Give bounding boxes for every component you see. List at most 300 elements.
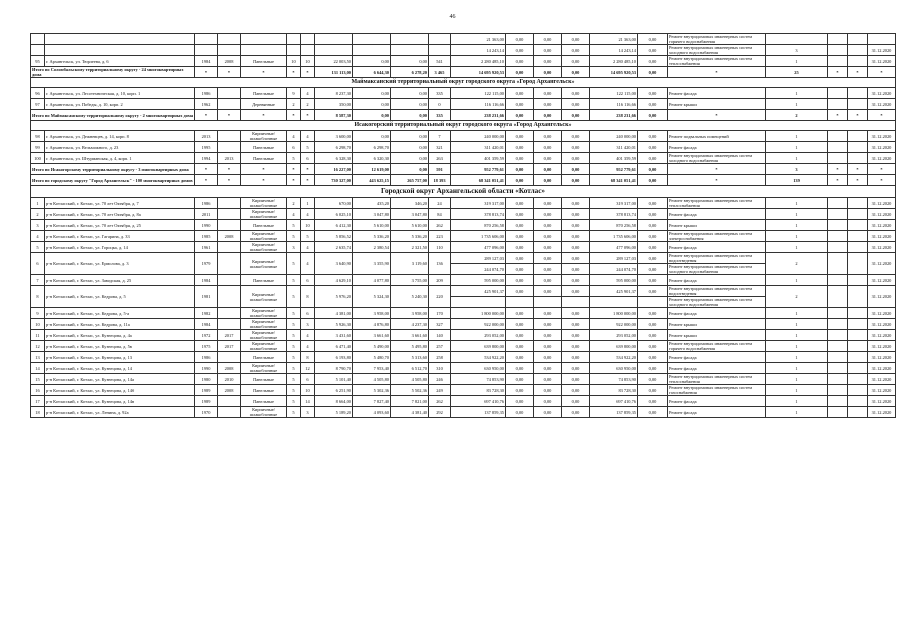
- row-number-cell: 1: [31, 198, 45, 209]
- row-number-cell: 6: [31, 253, 45, 275]
- total-placeholder-cell: *: [828, 175, 848, 186]
- entrances-cell: 6: [301, 308, 315, 319]
- address-cell: р-н Котласский, г. Котлас, ул. 70 лет Октября, д. 25: [45, 220, 195, 231]
- table-row: [31, 286, 896, 297]
- fund-cell: 0,00: [506, 45, 534, 56]
- row-number-cell: 11: [31, 330, 45, 341]
- address-cell: р-н Котласский, г. Котлас, ул. Кузнецова, д. 5в: [45, 341, 195, 352]
- year-repair-cell: [218, 286, 241, 308]
- empty-cell: [828, 286, 848, 308]
- year-built-cell: 1981: [195, 286, 218, 308]
- residents-cell: 0: [429, 99, 451, 110]
- count-cell: 1: [766, 99, 828, 110]
- year-repair-cell: [218, 396, 241, 407]
- floors-cell: 4: [287, 131, 301, 142]
- table-row: [31, 352, 896, 363]
- table-row: [31, 330, 896, 341]
- fund-cell: 0,00: [562, 253, 590, 264]
- cost-cell: 122 115,00: [451, 88, 506, 99]
- fund-cell: 0,00: [506, 209, 534, 220]
- fund-cell: 0,00: [506, 198, 534, 209]
- row-number-cell: 97: [31, 99, 45, 110]
- address-cell: р-н Котласский, г. Котлас, ул. Гагарина, д. 33: [45, 231, 195, 242]
- empty-cell: [848, 319, 868, 330]
- empty-cell: [848, 231, 868, 242]
- table-row: [31, 220, 896, 231]
- year-built-cell: 1975: [195, 341, 218, 352]
- fund-cell: 0,00: [562, 175, 590, 186]
- work-type-cell: Ремонт внутридомовых инженерных систем электроснабжения: [668, 231, 766, 242]
- entrances-cell: 3: [301, 407, 315, 418]
- table-row: [31, 34, 896, 45]
- area-living-cell: 0,00: [391, 110, 429, 121]
- year-repair-cell: [218, 242, 241, 253]
- year-built-cell: 1986: [195, 198, 218, 209]
- table-row: [31, 110, 896, 121]
- work-type-cell: Ремонт фасада: [668, 396, 766, 407]
- total-area-cell: 6 298,70: [315, 142, 353, 153]
- specific-cost-cell: 0,00: [638, 264, 668, 275]
- cost-cell: 319 317,00: [451, 198, 506, 209]
- table-row: [31, 67, 896, 78]
- fund-cell: 0,00: [506, 242, 534, 253]
- area-cell: [353, 45, 391, 56]
- fund-cell: 0,00: [506, 374, 534, 385]
- work-type-cell: Ремонт внутридомовых инженерных систем теплоснабжения: [668, 198, 766, 209]
- specific-cost-cell: 0,00: [638, 374, 668, 385]
- area-cell: 0,00: [353, 110, 391, 121]
- residents-cell: 263: [429, 153, 451, 164]
- row-number-cell: 13: [31, 352, 45, 363]
- area-cell: 3 047,80: [353, 209, 391, 220]
- cost-cell: 952 779,61: [451, 164, 506, 175]
- year-repair-cell: 2008: [218, 56, 241, 67]
- work-type-cell: Ремонт внутридомовых инженерных систем водоотведения: [668, 286, 766, 297]
- owners-funds-cell: 922 000,00: [590, 319, 638, 330]
- residents-cell: 110: [429, 242, 451, 253]
- owners-funds-cell: 401 359,59: [590, 153, 638, 164]
- residents-cell: 18 393: [429, 175, 451, 186]
- fund-cell: 0,00: [506, 330, 534, 341]
- owners-funds-cell: 137 859,35: [590, 407, 638, 418]
- empty-cell: [828, 231, 848, 242]
- specific-cost-cell: 0,00: [638, 99, 668, 110]
- work-type-cell: Ремонт фасада: [668, 275, 766, 286]
- total-area-cell: 8 237,30: [315, 88, 353, 99]
- empty-cell: [848, 34, 868, 45]
- table-row: [31, 164, 896, 175]
- count-cell: 1: [766, 374, 828, 385]
- floors-cell: 5: [287, 231, 301, 242]
- owners-funds-cell: 952 779,61: [590, 164, 638, 175]
- year-built-cell: 1961: [195, 242, 218, 253]
- area-living-cell: 0,00: [391, 153, 429, 164]
- area-cell: 5 336,20: [353, 231, 391, 242]
- table-row: [31, 45, 896, 56]
- wall-material-cell: [241, 34, 287, 45]
- specific-cost-cell: 0,00: [638, 275, 668, 286]
- fund-cell: [534, 297, 562, 308]
- count-cell: 1: [766, 242, 828, 253]
- total-placeholder-cell: *: [848, 164, 868, 175]
- empty-cell: [848, 341, 868, 352]
- table-row: [31, 209, 896, 220]
- owners-funds-cell: 21 363,00: [590, 34, 638, 45]
- empty-cell: [828, 363, 848, 374]
- fund-cell: 0,00: [506, 67, 534, 78]
- fund-cell: 0,00: [562, 164, 590, 175]
- table-row: [31, 121, 896, 131]
- address-cell: р-н Котласский, г. Котлас, ул. Кедрова, д. 5-а: [45, 308, 195, 319]
- fund-cell: 0,00: [506, 110, 534, 121]
- row-number-cell: 10: [31, 319, 45, 330]
- year-repair-cell: 2008: [218, 363, 241, 374]
- empty-cell: [828, 131, 848, 142]
- address-cell: р-н Котласский, г. Котлас, ул. Кузнецова, д. 14а: [45, 374, 195, 385]
- specific-cost-cell: 0,00: [638, 175, 668, 186]
- specific-cost-cell: 0,00: [638, 253, 668, 264]
- wall-material-cell: [241, 45, 287, 56]
- fund-cell: 0,00: [506, 407, 534, 418]
- specific-cost-cell: 0,00: [638, 88, 668, 99]
- residents-cell: 335: [429, 110, 451, 121]
- count-cell: 1: [766, 88, 828, 99]
- total-placeholder-cell: *: [668, 175, 766, 186]
- table-row: [31, 131, 896, 142]
- specific-cost-cell: 0,00: [638, 45, 668, 56]
- table-row: [31, 253, 896, 264]
- count-cell: 1: [766, 198, 828, 209]
- count-cell: 2: [766, 110, 828, 121]
- deadline-cell: 31.12.2020: [868, 153, 896, 164]
- wall-material-cell: Панельные: [241, 275, 287, 286]
- empty-cell: [828, 56, 848, 67]
- work-type-cell: Ремонт внутридомовых инженерных систем теплоснабжения: [668, 56, 766, 67]
- row-number-cell: 98: [31, 131, 45, 142]
- cost-cell: 697 410,76: [451, 396, 506, 407]
- owners-funds-cell: 1 800 000,00: [590, 308, 638, 319]
- count-cell: 1: [766, 330, 828, 341]
- table-row: [31, 175, 896, 186]
- area-living-cell: 0,00: [391, 131, 429, 142]
- specific-cost-cell: 0,00: [638, 407, 668, 418]
- entrances-cell: 2: [301, 99, 315, 110]
- area-cell: 5 490,00: [353, 341, 391, 352]
- entrances-cell: [301, 34, 315, 45]
- residents-cell: 321: [429, 142, 451, 153]
- year-built-cell: 1962: [195, 99, 218, 110]
- cost-cell: 639 800,00: [451, 341, 506, 352]
- area-cell: 4 876,80: [353, 319, 391, 330]
- empty-cell: [848, 385, 868, 396]
- area-cell: 0,00: [353, 88, 391, 99]
- fund-cell: 0,00: [562, 407, 590, 418]
- year-repair-cell: 2008: [218, 385, 241, 396]
- empty-cell: [828, 374, 848, 385]
- empty-cell: [848, 396, 868, 407]
- table-row: [31, 363, 896, 374]
- entrances-cell: 10: [301, 220, 315, 231]
- wall-material-cell: Кирпичные/шлакоблочные: [241, 231, 287, 242]
- total-label-cell: Итого по Соломбальскому территориальному округу - 24 многоквартирных дома: [31, 67, 195, 78]
- year-repair-cell: [218, 407, 241, 418]
- count-cell: 25: [766, 67, 828, 78]
- area-cell: 6 298,70: [353, 142, 391, 153]
- fund-cell: 0,00: [506, 56, 534, 67]
- cost-cell: 534 922,20: [451, 352, 506, 363]
- fund-cell: 0,00: [534, 407, 562, 418]
- cost-cell: 922 000,00: [451, 319, 506, 330]
- year-built-cell: 1982: [195, 308, 218, 319]
- fund-cell: 0,00: [534, 34, 562, 45]
- area-cell: 0,00: [353, 56, 391, 67]
- row-number-cell: 5: [31, 242, 45, 253]
- entrances-cell: 8: [301, 286, 315, 308]
- area-living-cell: 6 278,20: [391, 67, 429, 78]
- empty-cell: [848, 88, 868, 99]
- area-cell: 5 480,70: [353, 352, 391, 363]
- count-cell: 1: [766, 363, 828, 374]
- empty-cell: [848, 131, 868, 142]
- fund-cell: 0,00: [534, 231, 562, 242]
- specific-cost-cell: 0,00: [638, 198, 668, 209]
- row-number-cell: 9: [31, 308, 45, 319]
- specific-cost-cell: 0,00: [638, 385, 668, 396]
- owners-funds-cell: [590, 297, 638, 308]
- count-cell: 1: [766, 231, 828, 242]
- fund-cell: 0,00: [562, 385, 590, 396]
- year-repair-cell: 2010: [218, 374, 241, 385]
- fund-cell: 0,00: [506, 34, 534, 45]
- specific-cost-cell: 0,00: [638, 220, 668, 231]
- floors-cell: 5: [287, 341, 301, 352]
- cost-cell: 378 813,74: [451, 209, 506, 220]
- owners-funds-cell: 240 000,00: [590, 131, 638, 142]
- area-living-cell: 6 512,70: [391, 363, 429, 374]
- count-cell: 1: [766, 142, 828, 153]
- floors-cell: 5: [287, 286, 301, 308]
- count-cell: 1: [766, 341, 828, 352]
- fund-cell: 0,00: [534, 153, 562, 164]
- fund-cell: 0,00: [562, 56, 590, 67]
- deadline-cell: 31.12.2020: [868, 396, 896, 407]
- floors-cell: 5: [287, 319, 301, 330]
- empty-cell: [828, 198, 848, 209]
- residents-cell: 3 465: [429, 67, 451, 78]
- specific-cost-cell: 0,00: [638, 34, 668, 45]
- address-cell: р-н Котласский, г. Котлас, ул. Кузнецова, д. 14: [45, 363, 195, 374]
- page-number: 46: [449, 14, 456, 20]
- year-built-cell: 1986: [195, 88, 218, 99]
- owners-funds-cell: 378 813,74: [590, 209, 638, 220]
- work-type-cell: Ремонт фасада: [668, 142, 766, 153]
- fund-cell: 0,00: [534, 319, 562, 330]
- cost-cell: [451, 297, 506, 308]
- wall-material-cell: Кирпичные/шлакоблочные: [241, 341, 287, 352]
- floors-cell: 5: [287, 374, 301, 385]
- address-cell: р-н Котласский, г. Котлас, ул. 70 лет Октября, д. 8а: [45, 209, 195, 220]
- specific-cost-cell: 0,00: [638, 363, 668, 374]
- total-placeholder-cell: *: [848, 110, 868, 121]
- total-area-cell: 3 431,60: [315, 330, 353, 341]
- deadline-cell: 31.12.2020: [868, 142, 896, 153]
- year-built-cell: 1994: [195, 153, 218, 164]
- owners-funds-cell: 68 341 051,41: [590, 175, 638, 186]
- empty-cell: [828, 319, 848, 330]
- total-placeholder-cell: *: [241, 164, 287, 175]
- empty-cell: [828, 153, 848, 164]
- fund-cell: 0,00: [562, 308, 590, 319]
- total-placeholder-cell: *: [195, 164, 218, 175]
- year-built-cell: 2013: [195, 131, 218, 142]
- total-area-cell: 6 025,10: [315, 209, 353, 220]
- row-number-cell: 99: [31, 142, 45, 153]
- address-cell: г. Архангельск, ул. Дежневцев, д. 14, корп. 8: [45, 131, 195, 142]
- address-cell: г. Архангельск, ул. Лесотехническая, д. 10, корп. 1: [45, 88, 195, 99]
- table-row: [31, 242, 896, 253]
- owners-funds-cell: 630 950,00: [590, 363, 638, 374]
- row-number-cell: 100: [31, 153, 45, 164]
- deadline-cell: 31.12.2020: [868, 352, 896, 363]
- cost-cell: 1 800 000,00: [451, 308, 506, 319]
- row-number-cell: [31, 45, 45, 56]
- row-number-cell: 3: [31, 220, 45, 231]
- section-heading: Исакогорский территориальный округ городского округа «Город Архангельск»: [31, 121, 896, 131]
- total-placeholder-cell: *: [287, 110, 301, 121]
- empty-cell: [848, 352, 868, 363]
- year-repair-cell: [218, 220, 241, 231]
- floors-cell: 5: [287, 253, 301, 275]
- total-label-cell: Итого по городскому округу "Город Архангельск" - 100 многоквартирных домов: [31, 175, 195, 186]
- count-cell: 1: [766, 396, 828, 407]
- work-type-cell: Ремонт крыши: [668, 330, 766, 341]
- fund-cell: 0,00: [562, 34, 590, 45]
- entrances-cell: 4: [301, 330, 315, 341]
- total-placeholder-cell: *: [868, 164, 896, 175]
- fund-cell: 0,00: [562, 67, 590, 78]
- year-repair-cell: [218, 198, 241, 209]
- wall-material-cell: Панельные: [241, 220, 287, 231]
- cost-cell: 2 280 485,10: [451, 56, 506, 67]
- fund-cell: 0,00: [534, 308, 562, 319]
- fund-cell: 0,00: [506, 175, 534, 186]
- address-cell: р-н Котласский, г. Котлас, ул. Кузнецова, д. 13: [45, 352, 195, 363]
- address-cell: г. Архангельск, ул. Штурманская, д. 4, корп. 1: [45, 153, 195, 164]
- deadline-cell: 31.12.2020: [868, 131, 896, 142]
- table-row: [31, 308, 896, 319]
- year-repair-cell: [218, 99, 241, 110]
- cost-cell: 14 243,14: [451, 45, 506, 56]
- fund-cell: 0,00: [506, 363, 534, 374]
- total-placeholder-cell: *: [868, 175, 896, 186]
- area-living-cell: [391, 45, 429, 56]
- table-row: [31, 88, 896, 99]
- total-area-cell: 2 635,74: [315, 242, 353, 253]
- year-built-cell: 1995: [195, 142, 218, 153]
- empty-cell: [828, 88, 848, 99]
- entrances-cell: [301, 45, 315, 56]
- total-placeholder-cell: *: [241, 175, 287, 186]
- fund-cell: 0,00: [562, 242, 590, 253]
- empty-cell: [848, 198, 868, 209]
- fund-cell: 0,00: [562, 131, 590, 142]
- fund-cell: 0,00: [562, 99, 590, 110]
- fund-cell: 0,00: [506, 264, 534, 275]
- cost-cell: 595 000,00: [451, 275, 506, 286]
- area-living-cell: 0,00: [391, 88, 429, 99]
- total-area-cell: 22 003,50: [315, 56, 353, 67]
- floors-cell: 6: [287, 142, 301, 153]
- owners-funds-cell: 289 127,03: [590, 253, 638, 264]
- fund-cell: 0,00: [506, 308, 534, 319]
- table-row: [31, 56, 896, 67]
- total-area-cell: 350,00: [315, 99, 353, 110]
- empty-cell: [848, 286, 868, 308]
- specific-cost-cell: 0,00: [638, 396, 668, 407]
- deadline-cell: 31.12.2020: [868, 88, 896, 99]
- count-cell: 1: [766, 407, 828, 418]
- owners-funds-cell: 14 243,14: [590, 45, 638, 56]
- area-living-cell: 346,20: [391, 198, 429, 209]
- year-built-cell: 1970: [195, 407, 218, 418]
- total-area-cell: 3 600,00: [315, 131, 353, 142]
- floors-cell: 5: [287, 363, 301, 374]
- total-placeholder-cell: *: [301, 67, 315, 78]
- wall-material-cell: Панельные: [241, 153, 287, 164]
- work-type-cell: Ремонт подвальных помещений: [668, 131, 766, 142]
- wall-material-cell: Кирпичные/шлакоблочные: [241, 308, 287, 319]
- year-built-cell: 2011: [195, 209, 218, 220]
- specific-cost-cell: 0,00: [638, 131, 668, 142]
- total-area-cell: 5 856,52: [315, 231, 353, 242]
- area-cell: 4 505,80: [353, 374, 391, 385]
- empty-cell: [828, 142, 848, 153]
- owners-funds-cell: 639 800,00: [590, 341, 638, 352]
- work-type-cell: Ремонт крыши: [668, 220, 766, 231]
- area-cell: 3 661,60: [353, 330, 391, 341]
- area-cell: 6 644,30: [353, 67, 391, 78]
- work-type-cell: Ремонт внутридомовых инженерных систем горячего водоснабжения: [668, 34, 766, 45]
- row-number-cell: 15: [31, 374, 45, 385]
- count-cell: [766, 34, 828, 45]
- year-repair-cell: 2017: [218, 330, 241, 341]
- total-area-cell: 4 381,00: [315, 308, 353, 319]
- deadline-cell: 31.12.2020: [868, 275, 896, 286]
- residents-cell: 541: [429, 56, 451, 67]
- total-area-cell: 6 193,80: [315, 352, 353, 363]
- fund-cell: 0,00: [534, 198, 562, 209]
- entrances-cell: 3: [301, 319, 315, 330]
- work-type-cell: Ремонт внутридомовых инженерных систем газоснабжения: [668, 385, 766, 396]
- count-cell: 2: [766, 286, 828, 308]
- cost-cell: 74 853,90: [451, 374, 506, 385]
- total-placeholder-cell: *: [868, 110, 896, 121]
- year-built-cell: 1984: [195, 319, 218, 330]
- floors-cell: 4: [287, 209, 301, 220]
- total-placeholder-cell: *: [195, 67, 218, 78]
- entrances-cell: 10: [301, 56, 315, 67]
- area-living-cell: 5 313,60: [391, 352, 429, 363]
- total-placeholder-cell: *: [218, 175, 241, 186]
- count-cell: 1: [766, 209, 828, 220]
- fund-cell: 0,00: [506, 341, 534, 352]
- empty-cell: [848, 99, 868, 110]
- table-row: [31, 407, 896, 418]
- floors-cell: [287, 34, 301, 45]
- work-type-cell: Ремонт фасада: [668, 88, 766, 99]
- count-cell: 1: [766, 56, 828, 67]
- residents-cell: 170: [429, 308, 451, 319]
